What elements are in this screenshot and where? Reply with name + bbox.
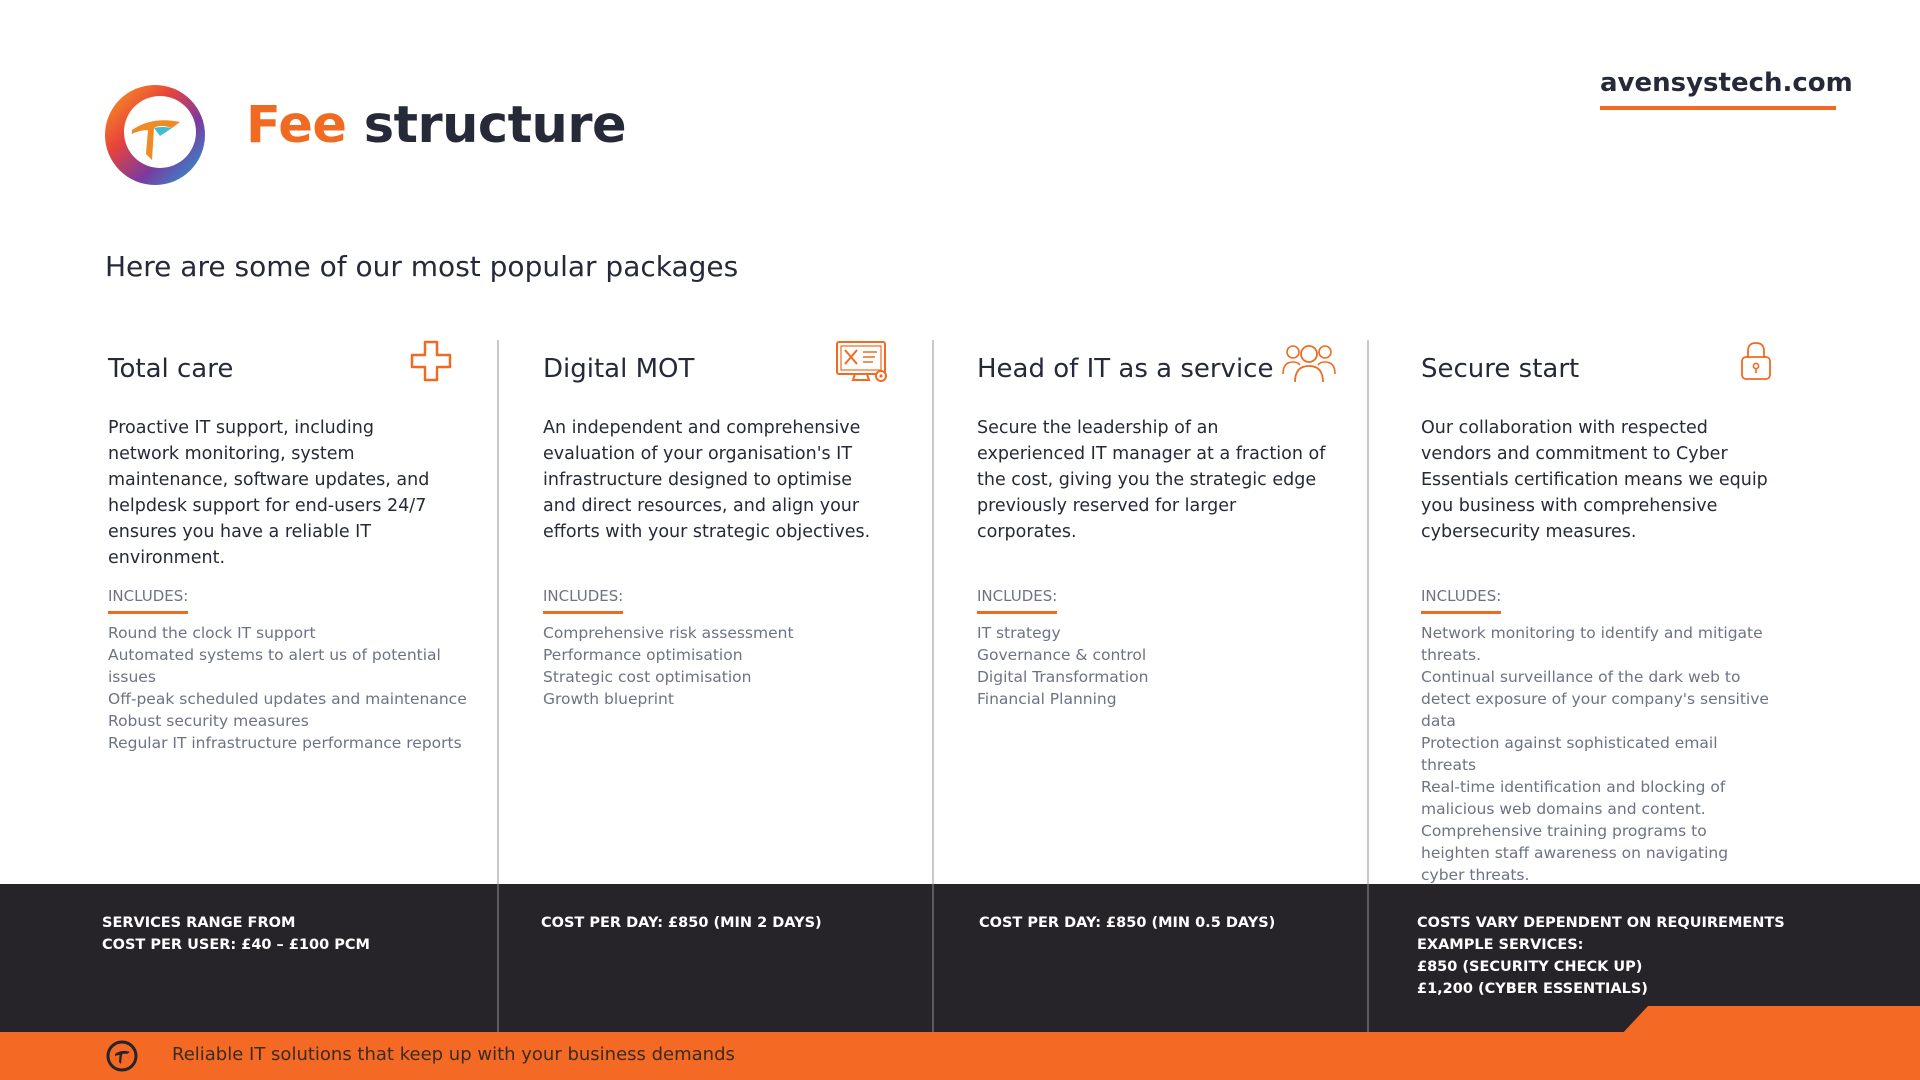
list-item: Comprehensive risk assessment [543,624,794,642]
package-secure-start [1421,340,1791,884]
package-title: Total care [108,354,234,384]
package-title: Head of IT as a service [977,354,1274,384]
list-item: Growth blueprint [543,690,674,708]
cost-divider [932,884,934,1032]
list-item: Regular IT infrastructure performance reports [108,734,462,752]
list-item: Network monitoring to identify and mitigate threats. [1421,624,1763,664]
page-title [246,96,626,155]
includes-label: INCLUDES: [1421,587,1501,614]
package-description: An independent and comprehensive evaluation of your organisation's IT infrastructure designed to optimise and direct resources, and align your efforts with your strategic objectives. [543,418,871,542]
package-description: Proactive IT support, including network monitoring, system maintenance, software updates, and helpdesk support for end-users 24/7 ensures you have a reliable IT environment. [108,418,430,568]
list-item: Protection against sophisticated email threats [1421,734,1718,774]
page-subtitle: Here are some of our most popular packages [105,250,739,283]
list-item: Robust security measures [108,712,309,730]
package-digital-mot [543,340,893,720]
cost-line: SERVICES RANGE FROM [102,915,296,931]
includes-list [108,622,468,754]
package-head-of-it [977,340,1337,720]
padlock-icon [1739,340,1773,382]
list-item: Automated systems to alert us of potential issues [108,646,441,686]
cost-line: EXAMPLE SERVICES: [1417,937,1584,953]
includes-list [977,622,1317,710]
footer-tagline: Reliable IT solutions that keep up with your business demands [172,1044,735,1065]
medical-cross-icon [410,340,452,382]
list-item: Financial Planning [977,690,1117,708]
list-item: Round the clock IT support [108,624,316,642]
users-group-icon [1281,340,1337,384]
list-item: Continual surveillance of the dark web to detect exposure of your company's sensitive data [1421,668,1769,730]
includes-label: INCLUDES: [543,587,623,614]
list-item: Comprehensive training programs to heighten staff awareness on navigating cyber threats. [1421,822,1729,884]
cost-line: COST PER USER: £40 – £100 PCM [102,937,370,953]
cost-line: £850 (SECURITY CHECK UP) [1417,959,1643,975]
package-title: Secure start [1421,354,1580,384]
includes-list [1421,622,1771,908]
package-total-care [108,340,468,752]
package-title: Digital MOT [543,354,695,384]
cost-line: COSTS VARY DEPENDENT ON REQUIREMENTS [1417,915,1785,931]
list-item: Off-peak scheduled updates and maintenance [108,690,467,708]
package-description: Our collaboration with respected vendors and commitment to Cyber Essentials certification means we equip you business with comprehensive cybersecurity measures. [1421,418,1768,542]
includes-list [543,622,883,710]
cost-line: £1,200 (CYBER ESSENTIALS) [1417,981,1648,997]
list-item: Strategic cost optimisation [543,668,752,686]
includes-label: INCLUDES: [108,587,188,614]
includes-label: INCLUDES: [977,587,1057,614]
list-item: Performance optimisation [543,646,743,664]
title-rest: structure [363,96,627,155]
cost-line: COST PER DAY: £850 (MIN 2 DAYS) [541,915,822,931]
list-item: Governance & control [977,646,1147,664]
company-logo [102,82,208,188]
title-accent: Fee [246,96,347,155]
list-item: Real-time identification and blocking of malicious web domains and content. [1421,778,1726,818]
cost-divider [497,884,499,1032]
cost-secure-start [1417,912,1785,1000]
list-item: Digital Transformation [977,668,1149,686]
website-link[interactable]: avensystech.com [1600,68,1836,110]
cost-total-care [102,912,370,956]
footer-logo-icon [106,1040,138,1072]
monitor-tools-icon [835,340,889,384]
cost-digital-mot [541,912,822,934]
cost-head-of-it [979,912,1275,934]
cost-divider [1367,884,1369,1032]
cost-line: COST PER DAY: £850 (MIN 0.5 DAYS) [979,915,1276,931]
list-item: IT strategy [977,624,1061,642]
package-description: Secure the leadership of an experienced IT manager at a fraction of the cost, giving you the strategic edge previously reserved for larger corporates. [977,418,1326,542]
